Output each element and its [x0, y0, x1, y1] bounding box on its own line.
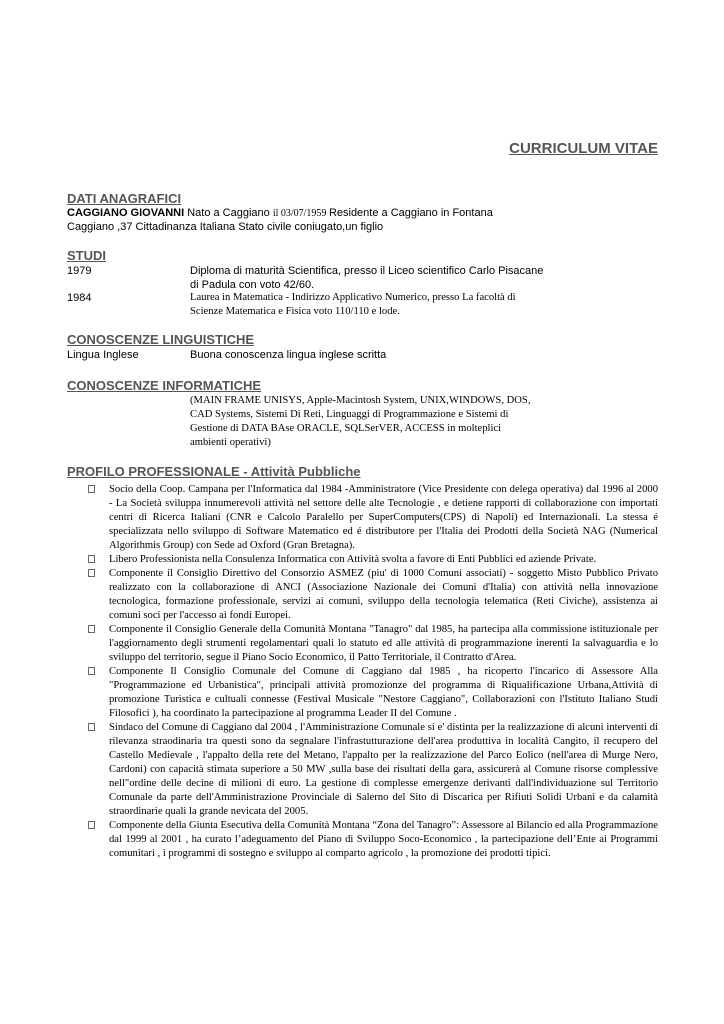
birth-date: il 03/07/1959: [272, 208, 329, 219]
it-skills-line: CAD Systems, Sistemi Di Reti, Linguaggi di Programmazione e Sistemi di: [190, 409, 509, 420]
list-item: [88, 553, 658, 567]
study-desc-2-line-2: Scienze Matematica e Fisica voto 110/110 e lode.: [190, 306, 400, 317]
list-item: [88, 721, 658, 819]
profile-item-text: Sindaco del Comune di Caggiano dal 2004 , l'Amministrazione Comunale si e' distinta per la realizzazione di alcuni interventi di rilevanza straodinaria tra questi sono da segnalare l'infrastutturazione dell'area produttiva in località Cangito, il recupero del Castello Medievale , l'appalto della rete del Metano, l'appalto per la realizzazione del Parco Eolico (nell'area di Murge Nero, Cardoni) con capacità stimata superiore a 50 MW ,sulla base dei risultati della gara, assicurerà al Comune risorse complessive nell"ordine delle decine di milioni di euro. La gestione di complesse emergenze derivanti dall'individuazione sul Territorio Comunale da parte dell'Amministrazione Provinciale di Salerno del Sito di Discarica per Rifiuti Solidi Urbani e da calamità straordinarie quali la grande nevicata del 2005.: [109, 722, 658, 817]
checkbox-bullet-icon: [88, 667, 95, 675]
study-desc-1-line-1: Diploma di maturità Scientifica, presso il Liceo scientifico Carlo Pisacane: [190, 265, 544, 277]
study-desc-2: [190, 291, 590, 319]
section-heading-informatiche: CONOSCENZE INFORMATICHE: [67, 378, 262, 393]
list-item: [88, 665, 658, 721]
language-value: Buona conoscenza lingua inglese scritta: [190, 349, 387, 361]
profile-item-text: Componente Il Consiglio Comunale del Comune di Caggiano dal 1985 , ha ricoperto l'incarico di Assessore Alla "Programmazione ed Urbanistica", principali attività promozionze del programma di Riqualificazione Urbana,Attività di promozione Turistica e cultuali connesse (Festival Musicale "Nestore Caggiano", Collaborazioni con l'Istituto Italiano Studi Filosofici ), ha coordinato la partecipazione al programma Leader II del Comune .: [109, 666, 658, 719]
list-item: [88, 623, 658, 665]
it-skills: [190, 394, 610, 450]
checkbox-bullet-icon: [88, 821, 95, 829]
study-desc-2-line-1: Laurea in Matematica - Indirizzo Applicativo Numerico, presso La facoltà di: [190, 292, 516, 303]
page-title: CURRICULUM VITAE: [509, 140, 658, 157]
person-name: CAGGIANO GIOVANNI: [67, 207, 185, 219]
profile-item-text: Componente della Giunta Esecutiva della Comunità Montana “Zona del Tanagro”: Assessore al Bilancio ed alla Programmazione dal 1999 al 2001 , ha curato l’adeguamento del Piano di Sviluppo Soco-Economico , la partecipazione dell’Ente ai Programmi comunitari , i programmi di sostegno e sviluppo al comparto agricolo , la promozione dei prodotti tipici.: [109, 820, 658, 859]
profile-item-text: Socio della Coop. Campana per l'Informatica dal 1984 -Amministratore (Vice Presidente con delega operativa) dal 1996 al 2000 - La Società sviluppa innumerevoli attività nel settore delle alte Tecnologie , e detiene rapporti di collaborazione con importati centri di Ricerca Italiani (CNR e Calcolo Paralello per SuperComputers(CPS) di Napoli) ed Internazionali. La stessa é specializzata nello sviluppo di Software Matematico ed é distributore per l'Italia dei Prodotti della Società NAG (Numerical Algorithmis Group) con Sede ad Oxford (Gran Bretagna).: [109, 484, 658, 551]
profile-item-text: Componente il Consiglio Direttivo del Consorzio ASMEZ (piu' di 1000 Comuni associati) - soggetto Misto Pubblico Privato realizzato con la collaborazione di ANCI (Associazione Nazionale dei Comuni d'Italia) con attività nella innovazione tecnologica, formazione professionale, servizi ai comuni, sviluppo della tecnologia telematica (Reti Civiche), assistenza ai comuni soci per l'accesso ai fondi Europei.: [109, 568, 658, 621]
it-skills-line: (MAIN FRAME UNISYS, Apple-Macintosh System, UNIX,WINDOWS, DOS,: [190, 395, 531, 406]
checkbox-bullet-icon: [88, 625, 95, 633]
list-item: [88, 819, 658, 861]
it-skills-line: Gestione di DATA BAse ORACLE, SQLSerVER, ACCESS in molteplici: [190, 423, 502, 434]
profile-list: [88, 483, 658, 861]
profile-item-text: Libero Professionista nella Consulenza Informatica con Attività svolta a favore di Enti Pubblici ed aziende Private.: [109, 554, 597, 565]
checkbox-bullet-icon: [88, 555, 95, 563]
anagrafici-line-2: Caggiano ,37 Cittadinanza Italiana Stato civile coniugato,un figlio: [67, 221, 384, 233]
list-item: [88, 567, 658, 623]
section-heading-anagrafici: DATI ANAGRAFICI: [67, 191, 182, 206]
section-heading-lingue: CONOSCENZE LINGUISTICHE: [67, 332, 255, 347]
study-year-2: 1984: [67, 292, 92, 304]
it-skills-line: ambienti operativi): [190, 437, 271, 448]
section-heading-studi: STUDI: [67, 248, 106, 263]
checkbox-bullet-icon: [88, 569, 95, 577]
study-desc-1: [190, 264, 590, 292]
language-label: Lingua Inglese: [67, 349, 139, 361]
birthplace-text: Nato a Caggiano: [184, 207, 273, 219]
study-desc-1-line-2: di Padula con voto 42/60.: [190, 279, 315, 291]
list-item: [88, 483, 658, 553]
checkbox-bullet-icon: [88, 723, 95, 731]
checkbox-bullet-icon: [88, 485, 95, 493]
study-year-1: 1979: [67, 265, 92, 277]
profile-item-text: Componente il Consiglio Generale della Comunità Montana "Tanagro" dal 1985, ha partecipa alla commissione istituzionale per l'aggiornamento degli strumenti regolamentari quali lo statuto ed alle attività di programmazione inerenti la salvaguardia e lo sviluppo del territorio, segue il Piano Socio Economico, il Patto Territoriale, il Contratto d'Area.: [109, 624, 658, 663]
residence-text: Residente a Caggiano in Fontana: [328, 207, 493, 219]
section-heading-profilo: PROFILO PROFESSIONALE - Attività Pubbliche: [67, 464, 361, 479]
anagrafici-line-1: [67, 206, 493, 221]
